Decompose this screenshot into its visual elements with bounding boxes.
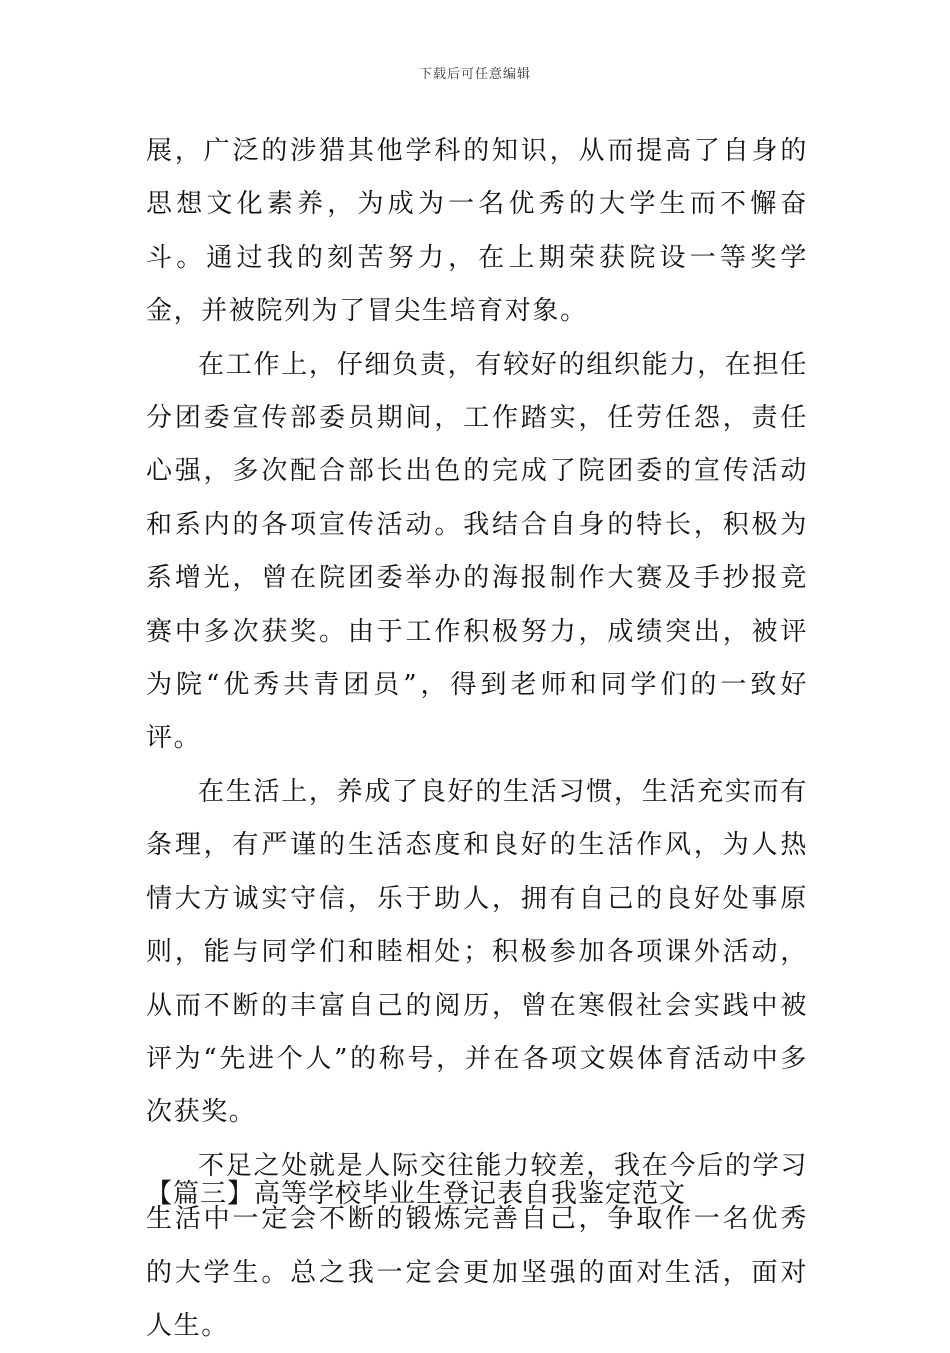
paragraph-work: 在工作上，仔细负责，有较好的组织能力，在担任分团委宣传部委员期间，工作踏实，任劳任怨，责任心强，多次配合部长出色的完成了院团委的宣传活动和系内的各项宣传活动。我结合自身的特长，积极为系增光，曾在院团委举办的海报制作大赛及手抄报竞赛中多次获奖。由于工作积极努力，成绩突出，被评为院“优秀共青团员”，得到老师和同学们的一致好评。: [146, 349, 808, 754]
paragraph-life: 在生活上，养成了良好的生活习惯，生活充实而有条理，有严谨的生活态度和良好的生活作风，为人热情大方诚实守信，乐于助人，拥有自己的良好处事原则，能与同学们和睦相处；积极参加各项课外活动，从而不断的丰富自己的阅历，曾在寒假社会实践中被评为“先进个人”的称号，并在各项文娱体育活动中多次获奖。: [146, 776, 808, 1128]
section-title: 【篇三】高等学校毕业生登记表自我鉴定范文: [146, 1179, 687, 1209]
paragraph-shortcomings: 不足之处就是人际交往能力较差，我在今后的学习生活中一定会不断的锻炼完善自己，争取作一名优秀的大学生。总之我一定会更加坚强的面对生活，面对人生。: [146, 1150, 808, 1341]
paragraph-continuation: 展，广泛的涉猎其他学科的知识，从而提高了自身的思想文化素养，为成为一名优秀的大学生而不懈奋斗。通过我的刻苦努力，在上期荣获院设一等奖学金，并被院列为了冒尖生培育对象。: [146, 136, 808, 327]
header-note: 下载后可任意编辑: [418, 67, 531, 82]
